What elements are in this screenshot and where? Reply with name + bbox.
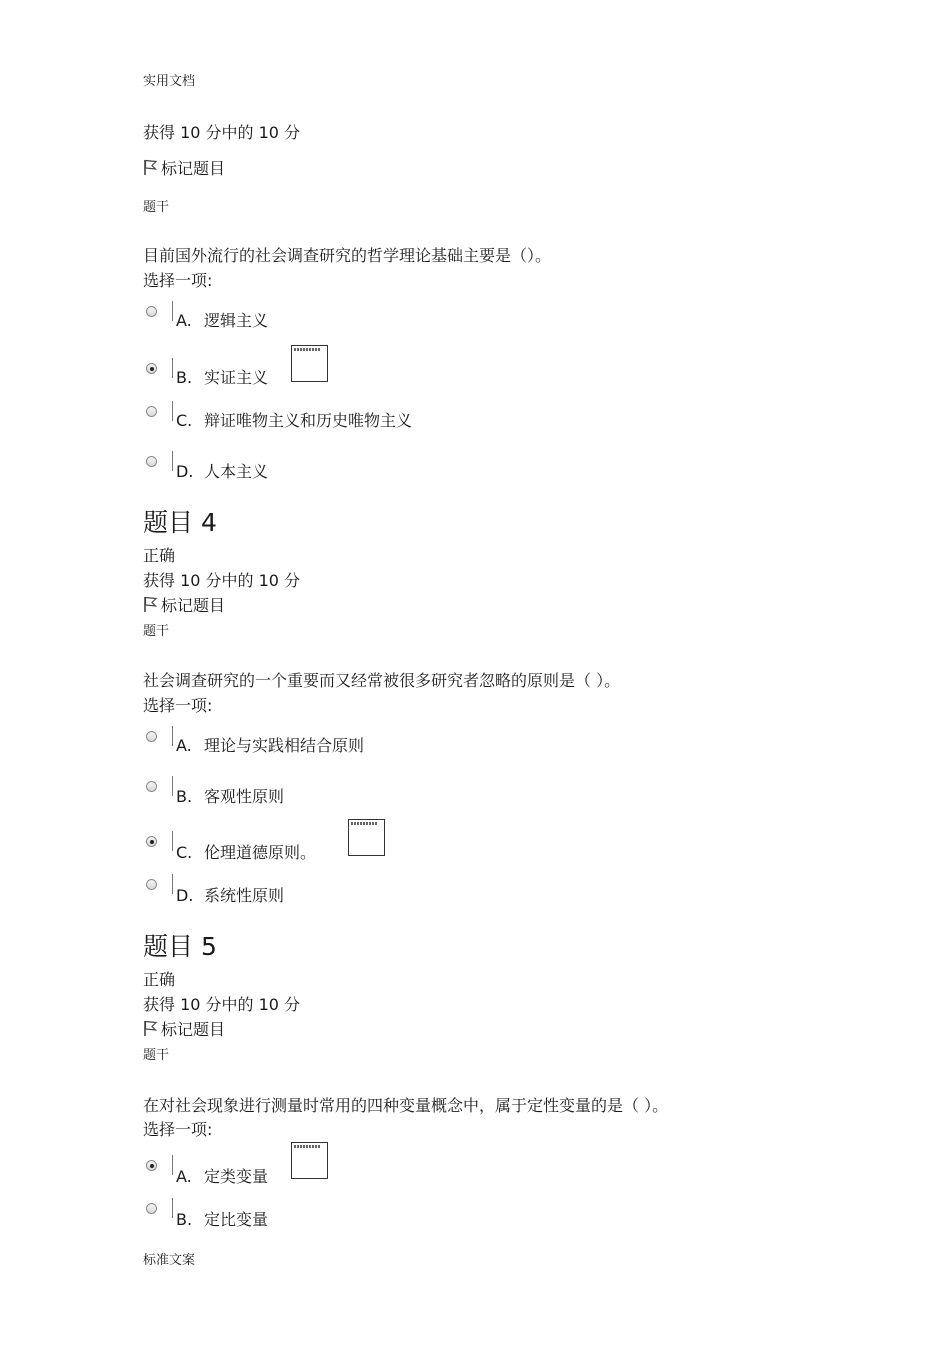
q3-flag-question[interactable] — [143, 156, 225, 180]
divider — [172, 401, 173, 421]
radio-button-selected[interactable] — [146, 1160, 157, 1171]
flag-label: 标记题目 — [161, 1020, 226, 1039]
option-text: 客观性原则 — [204, 787, 285, 806]
option-letter: A. — [176, 311, 192, 330]
option-text: 实证主义 — [204, 368, 269, 387]
divider — [172, 1198, 173, 1218]
q3-stem-label: 题干 — [143, 200, 170, 215]
divider — [172, 776, 173, 796]
q5-status: 正确 — [143, 970, 176, 989]
option-text: 辩证唯物主义和历史唯物主义 — [204, 411, 413, 430]
q5-score: 获得 10 分中的 10 分 — [143, 995, 301, 1014]
option-letter: A. — [176, 1167, 192, 1186]
q4-question-text: 社会调查研究的一个重要而又经常被很多研究者忽略的原则是（ ）。 — [143, 671, 621, 690]
q4-status: 正确 — [143, 546, 176, 565]
page-header: 实用文档 — [143, 74, 196, 89]
divider — [172, 1155, 173, 1175]
option-text: 系统性原则 — [204, 886, 285, 905]
divider — [172, 301, 173, 321]
q5-stem-label: 题干 — [143, 1048, 170, 1063]
flag-icon — [143, 596, 159, 617]
radio-button[interactable] — [146, 456, 157, 467]
option-text: 逻辑主义 — [204, 311, 269, 330]
correct-mark-icon — [348, 819, 385, 856]
option-letter: D. — [176, 462, 194, 481]
correct-mark-icon — [291, 345, 328, 382]
q3-question-text: 目前国外流行的社会调查研究的哲学理论基础主要是（）。 — [143, 246, 552, 265]
divider — [172, 358, 173, 378]
flag-icon — [143, 1020, 159, 1041]
q4-stem-label: 题干 — [143, 624, 170, 639]
radio-button[interactable] — [146, 879, 157, 890]
divider — [172, 874, 173, 894]
q3-score: 获得 10 分中的 10 分 — [143, 123, 301, 142]
radio-button[interactable] — [146, 406, 157, 417]
q3-choose-label: 选择一项: — [143, 271, 213, 290]
flag-label: 标记题目 — [161, 159, 226, 178]
option-text: 定比变量 — [204, 1210, 269, 1229]
option-text: 伦理道德原则。 — [204, 843, 317, 862]
radio-button-selected[interactable] — [146, 363, 157, 374]
divider — [172, 451, 173, 471]
q4-title: 题目 4 — [143, 508, 217, 537]
q5-question-text: 在对社会现象进行测量时常用的四种变量概念中，属于定性变量的是（ ）。 — [143, 1096, 669, 1115]
option-letter: B. — [176, 1210, 193, 1229]
option-letter: A. — [176, 736, 192, 755]
flag-label: 标记题目 — [161, 596, 226, 615]
radio-button[interactable] — [146, 1203, 157, 1214]
divider — [172, 831, 173, 851]
q5-choose-label: 选择一项: — [143, 1120, 213, 1139]
option-letter: D. — [176, 886, 194, 905]
q4-choose-label: 选择一项: — [143, 696, 213, 715]
option-letter: B. — [176, 787, 193, 806]
q5-flag-question[interactable] — [143, 1017, 225, 1041]
page-footer: 标准文案 — [143, 1253, 196, 1268]
divider — [172, 726, 173, 746]
radio-button[interactable] — [146, 781, 157, 792]
option-letter: C. — [176, 843, 193, 862]
correct-mark-icon — [291, 1142, 328, 1179]
radio-button[interactable] — [146, 306, 157, 317]
option-text: 定类变量 — [204, 1167, 269, 1186]
option-letter: B. — [176, 368, 193, 387]
radio-button-selected[interactable] — [146, 836, 157, 847]
q4-score: 获得 10 分中的 10 分 — [143, 571, 301, 590]
radio-button[interactable] — [146, 731, 157, 742]
flag-icon — [143, 159, 159, 180]
q4-flag-question[interactable] — [143, 593, 225, 617]
option-letter: C. — [176, 411, 193, 430]
option-text: 人本主义 — [204, 462, 269, 481]
option-text: 理论与实践相结合原则 — [204, 736, 365, 755]
q5-title: 题目 5 — [143, 932, 217, 961]
